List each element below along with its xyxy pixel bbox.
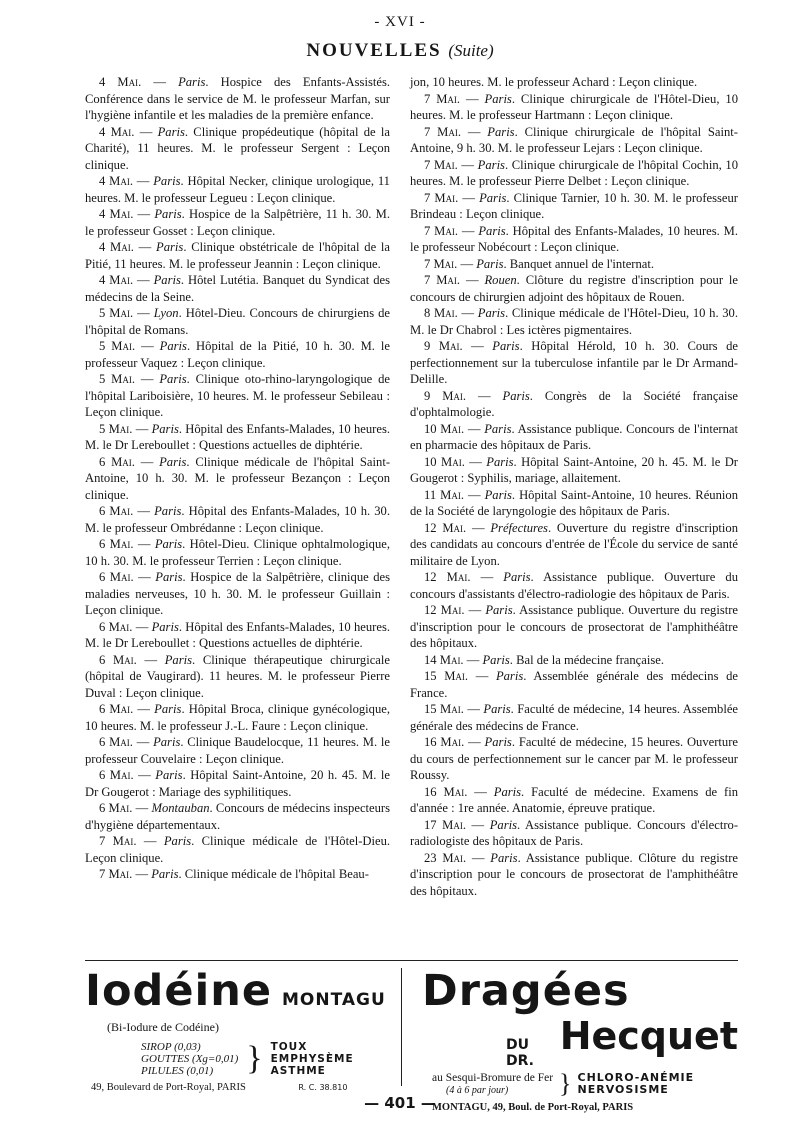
entry-date: 6 Mai.: [99, 537, 134, 551]
entry-text: . Clinique obstétricale de l'hôpital de la Pitié, 11 heures. M. le professeur Jeannin : Leçon clinique.: [85, 240, 391, 271]
ads-divider: [401, 968, 402, 1086]
entry-city: Préfectures: [490, 520, 548, 535]
entry-city: Paris: [153, 174, 181, 188]
dragees-name: Hecquet: [559, 1014, 738, 1058]
news-entry: 7 Mai. — Rouen. Clôture du registre d'inscription pour le concours de chirurgien adjoint des hôpitaux de Rouen.: [410, 273, 739, 304]
news-entry: 6 Mai. — Paris. Hôpital Saint-Antoine, 20 h. 45. M. le Dr Gougerot : Mariage des syphilitiques.: [85, 768, 391, 799]
entry-text: . Assistance publique. Ouverture du concours d'assistants d'électro-radiologie des hôpitaux de Paris.: [410, 570, 738, 601]
entry-text: . Hôtel Lutétia. Banquet du Syndicat des médecins de la Seine.: [85, 273, 390, 304]
iodeine-subtitle: (Bi-Iodure de Codéine): [107, 1020, 219, 1034]
entry-city: Paris: [503, 570, 531, 584]
entry-date: 7 Mai.: [99, 834, 137, 848]
entry-city: Paris: [178, 75, 206, 89]
entry-text: . Clinique médicale de l'Hôtel-Dieu. Leçon clinique.: [85, 834, 391, 865]
news-entry: 4 Mai. — Paris. Hôtel Lutétia. Banquet du Syndicat des médecins de la Seine.: [85, 273, 390, 304]
news-entry: 12 Mai. — Préfectures. Ouverture du registre d'inscription des candidats au concours d'entrée de l'École du service de santé militaire de Lyon.: [410, 520, 739, 568]
entry-date: 4 Mai.: [99, 240, 134, 254]
news-entry: 6 Mai. — Paris. Hôpital Broca, clinique gynécologique, 10 heures. M. le professeur J.-L. Faure : Leçon clinique.: [85, 702, 391, 733]
entry-city: Paris: [159, 339, 187, 353]
entry-date: 10 Mai.: [424, 454, 465, 469]
iodeine-form: PILULES (0,01): [141, 1065, 214, 1077]
news-entry: 7 Mai. — Paris. Clinique Tarnier, 10 h. 30. M. le professeur Brindeau : Leçon clinique.: [410, 190, 738, 221]
entry-city: Paris: [495, 669, 524, 683]
entry-date: 5 Mai.: [99, 421, 133, 436]
news-entry: 16 Mai. — Paris. Faculté de médecine, 15 heures. Ouverture du cours de perfectionnement sur le cancer par M. le professeur Roussy.: [410, 735, 738, 782]
entry-city: Paris: [159, 454, 187, 469]
news-entry: 4 Mai. — Paris. Hospice de la Salpêtrière, 11 h. 30. M. le professeur Gosset : Leçon clinique.: [85, 207, 390, 238]
news-entry: 5 Mai. — Paris. Hôpital de la Pitié, 10 h. 30. M. le professeur Vaquez : Leçon clinique.: [85, 339, 390, 370]
news-entry: 4 Mai. — Paris. Clinique obstétricale de l'hôpital de la Pitié, 11 heures. M. le professeur Jeannin : Leçon clinique.: [85, 240, 391, 271]
entry-city: Paris: [478, 223, 506, 238]
entry-text: . Banquet annuel de l'internat.: [503, 256, 655, 271]
entry-date: 17 Mai.: [424, 817, 466, 832]
entry-text: . Clinique propédeutique (hôpital de la Charité), 11 heures. M. le professeur Sergent : Leçon clinique.: [85, 124, 390, 172]
entry-date: 10 Mai.: [424, 421, 465, 436]
news-entry: 7 Mai. — Paris. Clinique chirurgicale de l'Hôtel-Dieu, 10 heures. M. le professeur Hartmann : Leçon clinique.: [410, 91, 738, 122]
entry-text: . Clinique Baudelocque, 11 heures. M. le professeur Couvelaire : Leçon clinique.: [85, 735, 390, 766]
entry-date: 6 Mai.: [99, 801, 133, 815]
entry-city: Paris: [484, 487, 512, 502]
news-entry: 17 Mai. — Paris. Assistance publique. Concours d'électro-radiologiste des hôpitaux de Paris.: [410, 817, 739, 848]
entry-date: 7 Mai.: [99, 867, 133, 881]
section-title: NOUVELLES: [306, 40, 442, 61]
entry-city: Paris: [151, 421, 179, 436]
entry-date: 6 Mai.: [99, 702, 134, 716]
news-entry: 6 Mai. — Paris. Hôpital des Enfants-Malades, 10 h. 30. M. le professeur Ombrédanne : Leçon clinique.: [85, 504, 391, 535]
entry-date: 7 Mai.: [424, 256, 458, 271]
entry-date: 4 Mai.: [99, 273, 134, 287]
entry-date: 4 Mai.: [99, 75, 142, 89]
iodeine-advertisement: [85, 966, 390, 1093]
entry-text: . Hôpital Broca, clinique gynécologique, 10 heures. M. le professeur J.-L. Faure : Leçon clinique.: [85, 702, 391, 733]
entry-date: 15 Mai.: [424, 669, 469, 683]
news-entry: 11 Mai. — Paris. Hôpital Saint-Antoine, 10 heures. Réunion de la Société de laryngologie des hôpitaux de Paris.: [410, 487, 738, 518]
entry-date: 4 Mai.: [99, 207, 134, 221]
news-entry: 5 Mai. — Paris. Clinique oto-rhino-laryngologique de l'hôpital Lariboisière, 10 heures. M. le professeur Sebileau : Leçon clinique.: [85, 372, 390, 419]
entry-city: Paris: [487, 124, 515, 139]
news-entry: 6 Mai. — Paris. Clinique thérapeutique chirurgicale (hôpital de Vaugirard). 11 heures. M. le professeur Pierre Duval : Leçon clinique.: [85, 652, 390, 700]
entry-city: Paris: [492, 339, 520, 353]
right-column: [410, 74, 738, 899]
entry-text: . Clinique médicale de l'Hôtel-Dieu, 10 h. 30. M. le Dr Chabrol : Les ictères pigmentaires.: [410, 306, 739, 337]
entry-date: 14 Mai.: [424, 652, 464, 667]
news-entry: 6 Mai. — Paris. Clinique Baudelocque, 11 heures. M. le professeur Couvelaire : Leçon clinique.: [85, 735, 390, 766]
entry-date: 6 Mai.: [99, 504, 134, 518]
entry-city: Paris: [159, 372, 187, 386]
entry-text: . Bal de la médecine française.: [509, 652, 664, 667]
entry-date: 4 Mai.: [99, 124, 135, 139]
entry-date: 15 Mai.: [424, 702, 464, 716]
news-entry: 10 Mai. — Paris. Hôpital Saint-Antoine, 20 h. 45. M. le Dr Gougerot : Syphilis, mariage, allaitement.: [410, 454, 739, 485]
entry-text: . Hôpital des Enfants-Malades, 10 heures. M. le Dr Lereboullet : Questions actuelles de diphtérie.: [85, 619, 391, 650]
news-entry: 7 Mai. — Paris. Banquet annuel de l'internat.: [424, 256, 655, 271]
news-entry: 10 Mai. — Paris. Assistance publique. Concours de l'internat en pharmacie des hôpitaux de Paris.: [410, 421, 738, 452]
entry-text: . Ouverture du registre d'inscription des candidats au concours d'entrée de l'École du service de santé militaire de Lyon.: [410, 520, 739, 568]
entry-date: 6 Mai.: [99, 570, 134, 584]
news-entry: 7 Mai. — Paris. Hôpital des Enfants-Malades, 10 heures. M. le professeur Nobécourt : Leçon clinique.: [410, 223, 738, 254]
entry-city: Montauban: [151, 801, 210, 815]
news-entry: 6 Mai. — Paris. Clinique médicale de l'hôpital Saint-Antoine, 10 h. 30. M. le professeur Bezançon : Leçon clinique.: [85, 454, 391, 502]
dragees-advertisement: [412, 966, 738, 1113]
entry-date: 23 Mai.: [424, 850, 467, 865]
entry-text: . Faculté de médecine. Examens de fin d'année : 1re année. Anatomie, épreuve pratique.: [410, 784, 738, 815]
section-title-suffix: (Suite): [448, 41, 494, 60]
entry-text: . Hôpital des Enfants-Malades, 10 heures. M. le professeur Nobécourt : Leçon clinique.: [410, 223, 738, 254]
entry-city: Paris: [163, 834, 192, 848]
entry-text: . Hôpital des Enfants-Malades, 10 heures. M. le Dr Lereboullet : Questions actuelles de diphtérie.: [85, 421, 391, 452]
entry-city: Paris: [156, 240, 184, 254]
dragees-use: NERVOSISME: [577, 1083, 669, 1096]
entry-city: Paris: [490, 850, 518, 865]
entry-city: Paris: [484, 421, 512, 436]
entry-date: 5 Mai.: [99, 306, 134, 320]
entry-date: 6 Mai.: [99, 768, 134, 782]
entry-date: 4 Mai.: [99, 174, 133, 188]
iodeine-brand: Iodéine: [85, 966, 272, 1016]
section-header: [0, 40, 800, 62]
dragees-du-dr: DU DR.: [506, 1037, 534, 1069]
news-entry: 7 Mai. — Paris. Clinique chirurgicale de l'hôpital Cochin, 10 heures. M. le professeur Pierre Delbet : Leçon clinique.: [410, 157, 739, 188]
entry-city: Paris: [155, 570, 183, 584]
dragees-use: CHLORO-ANÉMIE: [577, 1071, 695, 1084]
entry-text: . Hôpital de la Pitié, 10 h. 30. M. le professeur Vaquez : Leçon clinique.: [85, 339, 390, 370]
entry-city: Paris: [154, 702, 182, 716]
entry-city: Paris: [157, 124, 185, 139]
entry-text: . Hôpital Saint-Antoine, 20 h. 45. M. le Dr Gougerot : Syphilis, mariage, allaitement.: [410, 454, 739, 485]
brace-glyph: }: [559, 1069, 572, 1098]
entry-text: . Assistance publique. Clôture du registre d'inscription pour le concours de prosectorat de l'amphithéâtre des hôpitaux.: [410, 850, 738, 898]
entry-city: Paris: [482, 652, 510, 667]
entry-date: 8 Mai.: [424, 306, 458, 320]
iodeine-maker: MONTAGU: [282, 990, 386, 1010]
entry-text: . Hospice de la Salpêtrière, 11 h. 30. M. le professeur Gosset : Leçon clinique.: [85, 207, 390, 238]
iodeine-use: TOUX: [270, 1041, 308, 1053]
entry-date: 16 Mai.: [424, 784, 468, 799]
entry-date: 6 Mai.: [99, 619, 133, 634]
news-entry: 5 Mai. — Paris. Hôpital des Enfants-Malades, 10 heures. M. le Dr Lereboullet : Questions actuelles de diphtérie.: [85, 421, 391, 452]
entry-text: . Congrès de la Société française d'ophtalmologie.: [410, 388, 738, 419]
news-entry: 5 Mai. — Lyon. Hôtel-Dieu. Concours de chirurgiens de l'hôpital de Romans.: [85, 306, 391, 337]
dragees-address: MONTAGU, 49, Boul. de Port-Royal, PARIS: [432, 1102, 634, 1113]
entry-text: . Clinique chirurgicale de l'hôpital Saint-Antoine, 9 h. 30. M. le professeur Lejars : Leçon clinique.: [410, 124, 738, 155]
news-entry: 6 Mai. — Paris. Hôtel-Dieu. Clinique ophtalmologique, 10 h. 30. M. le professeur Terrien : Leçon clinique.: [85, 537, 390, 568]
news-entry: [410, 74, 738, 91]
roman-page-number: - XVI -: [374, 14, 426, 30]
entry-text: jon, 10 heures. M. le professeur Achard : Leçon clinique.: [410, 75, 698, 89]
entry-date: 7 Mai.: [424, 157, 458, 172]
entry-text: . Assistance publique. Concours de l'internat en pharmacie des hôpitaux de Paris.: [410, 421, 738, 452]
entry-date: 5 Mai.: [99, 372, 136, 386]
ads-top-rule: [85, 960, 738, 961]
entry-text: . Clinique médicale de l'hôpital Saint-Antoine, 10 h. 30. M. le professeur Bezançon : Leçon clinique.: [85, 454, 391, 502]
news-entry: 6 Mai. — Montauban. Concours de médecins inspecteurs d'hygiène départementaux.: [85, 801, 391, 832]
entry-city: Paris: [164, 652, 193, 667]
entry-city: Paris: [154, 207, 182, 221]
entry-city: Paris: [485, 603, 513, 617]
entry-city: Paris: [479, 190, 507, 205]
entry-city: Paris: [502, 388, 530, 403]
entry-date: 6 Mai.: [99, 735, 133, 749]
entry-date: 7 Mai.: [424, 273, 461, 287]
entry-city: Lyon: [153, 306, 179, 320]
entry-text: . Assistance publique. Concours d'électro-radiologiste des hôpitaux de Paris.: [410, 817, 739, 848]
entry-city: Paris: [153, 273, 181, 287]
entry-text: . Hôpital Necker, clinique urologique, 11 heures. M. le professeur Legueu : Leçon clinique.: [85, 174, 390, 205]
entry-text: . Hôpital des Enfants-Malades, 10 h. 30. M. le professeur Ombrédanne : Leçon clinique.: [85, 504, 391, 535]
brace-glyph: }: [246, 1040, 263, 1077]
entry-date: 7 Mai.: [424, 190, 459, 205]
entry-date: 6 Mai.: [99, 454, 135, 469]
entry-date: 6 Mai.: [99, 652, 137, 667]
entry-city: Paris: [154, 504, 182, 518]
iodeine-use: ASTHME: [270, 1065, 326, 1077]
entry-date: 7 Mai.: [424, 124, 461, 139]
news-entry: 4 Mai. — Paris. Clinique propédeutique (hôpital de la Charité), 11 heures. M. le professeur Sergent : Leçon clinique.: [85, 124, 390, 172]
entry-text: . Clinique thérapeutique chirurgicale (hôpital de Vaugirard). 11 heures. M. le professeur Pierre Duval : Leçon clinique.: [85, 652, 390, 700]
entry-text: . Faculté de médecine, 15 heures. Ouverture du cours de perfectionnement sur le cancer par M. le professeur Roussy.: [410, 735, 738, 782]
dragees-dose: (4 à 6 par jour): [446, 1084, 509, 1096]
entry-text: . Hôpital Saint-Antoine, 10 heures. Réunion de la Société de laryngologie des hôpitaux de Paris.: [410, 487, 738, 518]
news-entry: 7 Mai. — Paris. Clinique chirurgicale de l'hôpital Saint-Antoine, 9 h. 30. M. le professeur Lejars : Leçon clinique.: [410, 124, 738, 155]
entry-city: Paris: [477, 157, 505, 172]
news-entry: 9 Mai. — Paris. Congrès de la Société française d'ophtalmologie.: [410, 388, 738, 419]
iodeine-use: EMPHYSÈME: [270, 1053, 354, 1065]
news-entry: 12 Mai. — Paris. Assistance publique. Ouverture du registre d'inscription pour le concours de prosectorat de l'amphithéâtre des hôpitaux.: [410, 603, 739, 650]
entry-city: Paris: [493, 784, 522, 799]
entry-city: Paris: [484, 735, 512, 749]
entry-date: 9 Mai.: [424, 388, 467, 403]
news-entry: 15 Mai. — Paris. Assemblée générale des médecins de France.: [410, 669, 738, 700]
entry-text: . Hospice des Enfants-Assistés. Conférence dans le service de M. le professeur Marfan, sur l'hygiène infantile et les maladies de la première enfance.: [85, 75, 390, 122]
entry-city: Paris: [155, 768, 183, 782]
news-entry: 4 Mai. — Paris. Hôpital Necker, clinique urologique, 11 heures. M. le professeur Legueu : Leçon clinique.: [85, 174, 390, 205]
entry-city: Paris: [477, 306, 506, 320]
iodeine-rc: R. C. 38.810: [298, 1083, 348, 1092]
entry-text: . Hôpital Saint-Antoine, 20 h. 45. M. le Dr Gougerot : Mariage des syphilitiques.: [85, 768, 391, 799]
news-entry: 7 Mai. — Paris. Clinique médicale de l'Hôtel-Dieu. Leçon clinique.: [85, 834, 391, 865]
entry-city: Paris: [483, 702, 511, 716]
entry-text: . Assistance publique. Ouverture du registre d'inscription pour le concours de prosectorat de l'amphithéâtre des hôpitaux.: [410, 603, 739, 650]
entry-city: Paris: [476, 256, 504, 271]
entry-city: Rouen: [484, 273, 517, 287]
entry-city: Paris: [484, 91, 512, 106]
entry-date: 12 Mai.: [424, 520, 467, 535]
news-entry: 16 Mai. — Paris. Faculté de médecine. Examens de fin d'année : 1re année. Anatomie, épreuve pratique.: [410, 784, 738, 815]
entry-text: . Clinique médicale de l'hôpital Beau-: [178, 867, 369, 881]
news-entry: 7 Mai. — Paris. Clinique médicale de l'hôpital Beau-: [99, 867, 369, 881]
page-number: — 401 —: [364, 1094, 436, 1112]
entry-text: . Faculté de médecine, 14 heures. Assemblée générale des médecins de France.: [410, 702, 739, 733]
news-entry: 6 Mai. — Paris. Hôpital des Enfants-Malades, 10 heures. M. le Dr Lereboullet : Questions actuelles de diphtérie.: [85, 619, 391, 650]
iodeine-form: SIROP (0,03): [141, 1041, 201, 1053]
entry-text: . Clôture du registre d'inscription pour le concours de chirurgien adjoint des hôpitaux de Rouen.: [410, 273, 739, 304]
entry-text: . Hôtel-Dieu. Clinique ophtalmologique, 10 h. 30. M. le professeur Terrien : Leçon clinique.: [85, 537, 390, 568]
entry-text: . Clinique oto-rhino-laryngologique de l'hôpital Lariboisière, 10 heures. M. le professeur Sebileau : Leçon clinique.: [85, 372, 390, 419]
entry-text: . Clinique Tarnier, 10 h. 30. M. le professeur Brindeau : Leçon clinique.: [410, 190, 738, 221]
iodeine-form: GOUTTES (Xg=0,01): [141, 1053, 239, 1065]
entry-text: . Clinique chirurgicale de l'hôpital Cochin, 10 heures. M. le professeur Pierre Delbet : Leçon clinique.: [410, 157, 739, 188]
iodeine-forms-block: [141, 1041, 390, 1077]
entry-city: Paris: [486, 454, 514, 469]
entry-text: . Hôpital Hérold, 10 h. 30. Cours de perfectionnement sur la tuberculose infantile par le Dr Armand-Delille.: [410, 339, 738, 386]
entry-date: 11 Mai.: [424, 487, 464, 502]
entry-city: Paris: [154, 537, 183, 551]
entry-text: . Clinique chirurgicale de l'Hôtel-Dieu, 10 heures. M. le professeur Hartmann : Leçon clinique.: [410, 91, 738, 122]
entry-date: 12 Mai.: [424, 603, 465, 617]
entry-text: . Hospice de la Salpêtrière, clinique des maladies nerveuses, 10 h. 30. M. le professeur Guillain : Leçon clinique.: [85, 570, 390, 617]
entry-date: 9 Mai.: [424, 339, 463, 353]
entry-date: 5 Mai.: [99, 339, 136, 353]
entry-date: 16 Mai.: [424, 735, 465, 749]
entry-city: Paris: [489, 817, 517, 832]
news-entry: 14 Mai. — Paris. Bal de la médecine française.: [424, 652, 664, 667]
iodeine-address: 49, Boulevard de Port-Royal, PARIS: [91, 1082, 246, 1093]
news-entry: 8 Mai. — Paris. Clinique médicale de l'Hôtel-Dieu, 10 h. 30. M. le Dr Chabrol : Les ictères pigmentaires.: [410, 306, 739, 337]
entry-text: . Concours de médecins inspecteurs d'hygiène départementaux.: [85, 801, 391, 832]
news-entry: 15 Mai. — Paris. Faculté de médecine, 14 heures. Assemblée générale des médecins de France.: [410, 702, 739, 733]
entry-city: Paris: [151, 619, 179, 634]
news-entry: 9 Mai. — Paris. Hôpital Hérold, 10 h. 30. Cours de perfectionnement sur la tuberculose infantile par le Dr Armand-Delille.: [410, 339, 738, 386]
entry-date: 7 Mai.: [424, 91, 461, 106]
dragees-composition: au Sesqui-Bromure de Fer: [432, 1071, 554, 1084]
left-column: [85, 74, 390, 883]
entry-city: Paris: [153, 735, 181, 749]
entry-text: . Assemblée générale des médecins de France.: [410, 669, 738, 700]
news-entry: 4 Mai. — Paris. Hospice des Enfants-Assistés. Conférence dans le service de M. le professeur Marfan, sur l'hygiène infantile et les maladies de la première enfance.: [85, 75, 390, 122]
news-entry: 12 Mai. — Paris. Assistance publique. Ouverture du concours d'assistants d'électro-radiologie des hôpitaux de Paris.: [410, 570, 738, 601]
news-entry: 23 Mai. — Paris. Assistance publique. Clôture du registre d'inscription pour le concours de prosectorat de l'amphithéâtre des hôpitaux.: [410, 850, 738, 898]
entry-date: 12 Mai.: [424, 570, 471, 584]
entry-text: . Hôtel-Dieu. Concours de chirurgiens de l'hôpital de Romans.: [85, 306, 391, 337]
news-entry: 6 Mai. — Paris. Hospice de la Salpêtrière, clinique des maladies nerveuses, 10 h. 30. M. le professeur Guillain : Leçon clinique.: [85, 570, 390, 617]
entry-city: Paris: [151, 867, 179, 881]
entry-date: 7 Mai.: [424, 223, 459, 238]
dragees-brand: Dragées: [422, 966, 630, 1016]
